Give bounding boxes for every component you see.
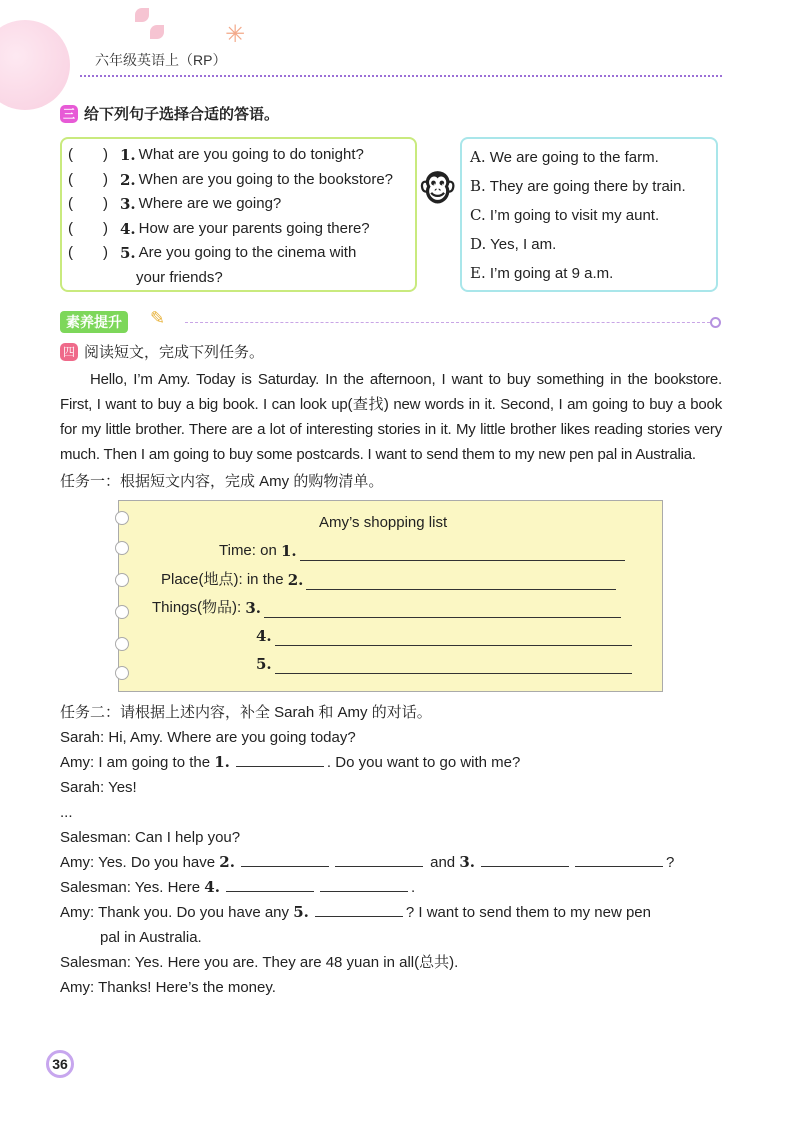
answer-blank[interactable]: ( ) bbox=[68, 170, 108, 188]
task2-instruction: 任务二：请根据上述内容，补全 Sarah 和 Amy 的对话。 bbox=[60, 704, 432, 721]
answer-blank[interactable] bbox=[226, 878, 314, 892]
q-num: 1. bbox=[120, 146, 136, 164]
answer-option: C. I’m going to visit my aunt. bbox=[470, 206, 660, 224]
list-row-4: 4. bbox=[256, 626, 632, 646]
list-title: Amy’s shopping list bbox=[319, 514, 448, 531]
q-num: 2. bbox=[120, 170, 136, 189]
answer-blank[interactable] bbox=[236, 753, 324, 767]
dialogue-line: pal in Australia. bbox=[100, 929, 202, 946]
answer-blank[interactable] bbox=[315, 903, 403, 917]
decor-blob bbox=[0, 20, 70, 110]
section4-title bbox=[60, 341, 264, 362]
shopping-list-card bbox=[118, 500, 663, 692]
q-text-cont: your friends? bbox=[136, 268, 223, 286]
dialogue-line: Sarah: Yes! bbox=[60, 779, 137, 796]
page-header: 六年级英语上（RP） bbox=[95, 52, 227, 68]
reading-passage: Hello, I’m Amy. Today is Saturday. In the afternoon, I want to buy something in the bookstore. First, I want to buy a big book. I can look up(查找) new words in it. Second, I am going to buy a book for my little brother. There are a lot of interesting stories in it. My little brother likes reading stories very much. Then I am going to buy some postcards. I want to send them to my new pen pal in Australia. bbox=[60, 371, 722, 463]
section-title-text: 给下列句子选择合适的答语。 bbox=[84, 106, 280, 123]
section-badge: 四 bbox=[60, 343, 78, 361]
petal-decor bbox=[150, 25, 164, 39]
pencil-icon: ✎ bbox=[150, 308, 166, 328]
q-text: How are your parents going there? bbox=[138, 219, 370, 237]
section-tag: 素养提升 bbox=[60, 311, 128, 333]
answer-blank[interactable]: ( ) bbox=[68, 146, 108, 163]
list-row-place: Place(地点): in the 2. bbox=[161, 570, 616, 590]
dialogue-line: ... bbox=[60, 804, 73, 821]
tag-divider bbox=[185, 322, 710, 323]
question-row bbox=[68, 192, 409, 217]
petal-decor bbox=[135, 8, 149, 22]
dialogue bbox=[60, 725, 722, 1000]
task1-instruction: 任务一：根据短文内容，完成 Amy 的购物清单。 bbox=[60, 473, 384, 490]
answer-option: E. I’m going at 9 a.m. bbox=[470, 264, 614, 282]
answer-blank[interactable] bbox=[481, 853, 569, 867]
answer-blank[interactable] bbox=[335, 853, 423, 867]
dialogue-line: Salesman: Yes. Here 4. . bbox=[60, 878, 416, 896]
question-row bbox=[68, 217, 409, 242]
monkey-illustration: 🐵 bbox=[418, 171, 458, 209]
answer-blank[interactable]: ( ) bbox=[68, 244, 108, 261]
dialogue-line: Salesman: Yes. Here you are. They are 48 yuan in all(总共). bbox=[60, 954, 459, 971]
answer-blank[interactable] bbox=[264, 600, 621, 618]
q-num: 4. bbox=[120, 219, 136, 238]
q-text: Are you going to the cinema with bbox=[138, 244, 357, 261]
answer-blank[interactable] bbox=[300, 543, 625, 561]
q-text: Where are we going? bbox=[138, 195, 282, 212]
answers-box bbox=[460, 137, 718, 292]
answer-blank[interactable] bbox=[306, 572, 616, 590]
section-badge: 三 bbox=[60, 105, 78, 123]
answer-blank[interactable] bbox=[241, 853, 329, 867]
answer-option: D. Yes, I am. bbox=[470, 235, 557, 253]
answer-blank[interactable] bbox=[275, 628, 632, 646]
dialogue-line: Amy: Yes. Do you have 2. and 3. ? bbox=[60, 853, 675, 871]
answer-blank[interactable]: ( ) bbox=[68, 219, 108, 237]
q-num: 5. bbox=[120, 244, 136, 262]
dialogue-line: Amy: I am going to the 1. . Do you want to go with me? bbox=[60, 753, 521, 771]
dialogue-line: Amy: Thank you. Do you have any 5. ? I want to send them to my new pen bbox=[60, 903, 651, 921]
answer-option: A. We are going to the farm. bbox=[470, 148, 659, 166]
header-divider bbox=[80, 75, 722, 77]
ring-decor bbox=[710, 317, 721, 328]
list-row-5: 5. bbox=[256, 654, 632, 674]
section-title-text: 阅读短文，完成下列任务。 bbox=[84, 344, 265, 361]
section3-title bbox=[60, 103, 279, 124]
question-row bbox=[68, 143, 409, 168]
questions-box bbox=[60, 137, 417, 292]
q-num: 3. bbox=[120, 195, 136, 213]
dialogue-line: Salesman: Can I help you? bbox=[60, 829, 241, 846]
q-text: What are you going to do tonight? bbox=[138, 146, 364, 163]
list-row-things: Things(物品): 3. bbox=[152, 598, 621, 618]
answer-blank[interactable] bbox=[320, 878, 408, 892]
dialogue-line: Sarah: Hi, Amy. Where are you going today? bbox=[60, 729, 356, 746]
answer-blank[interactable] bbox=[275, 656, 632, 674]
question-row bbox=[68, 168, 409, 193]
list-row-time: Time: on 1. bbox=[219, 541, 625, 561]
answer-blank[interactable] bbox=[575, 853, 663, 867]
star-decor: ✳ bbox=[225, 21, 246, 48]
section4-body bbox=[60, 367, 722, 1000]
dialogue-line: Amy: Thanks! Here’s the money. bbox=[60, 979, 276, 996]
question-row bbox=[68, 241, 409, 266]
answer-blank[interactable]: ( ) bbox=[68, 195, 108, 212]
answer-option: B. They are going there by train. bbox=[470, 177, 686, 195]
q-text: When are you going to the bookstore? bbox=[138, 170, 394, 188]
page-number: 36 bbox=[46, 1050, 74, 1078]
